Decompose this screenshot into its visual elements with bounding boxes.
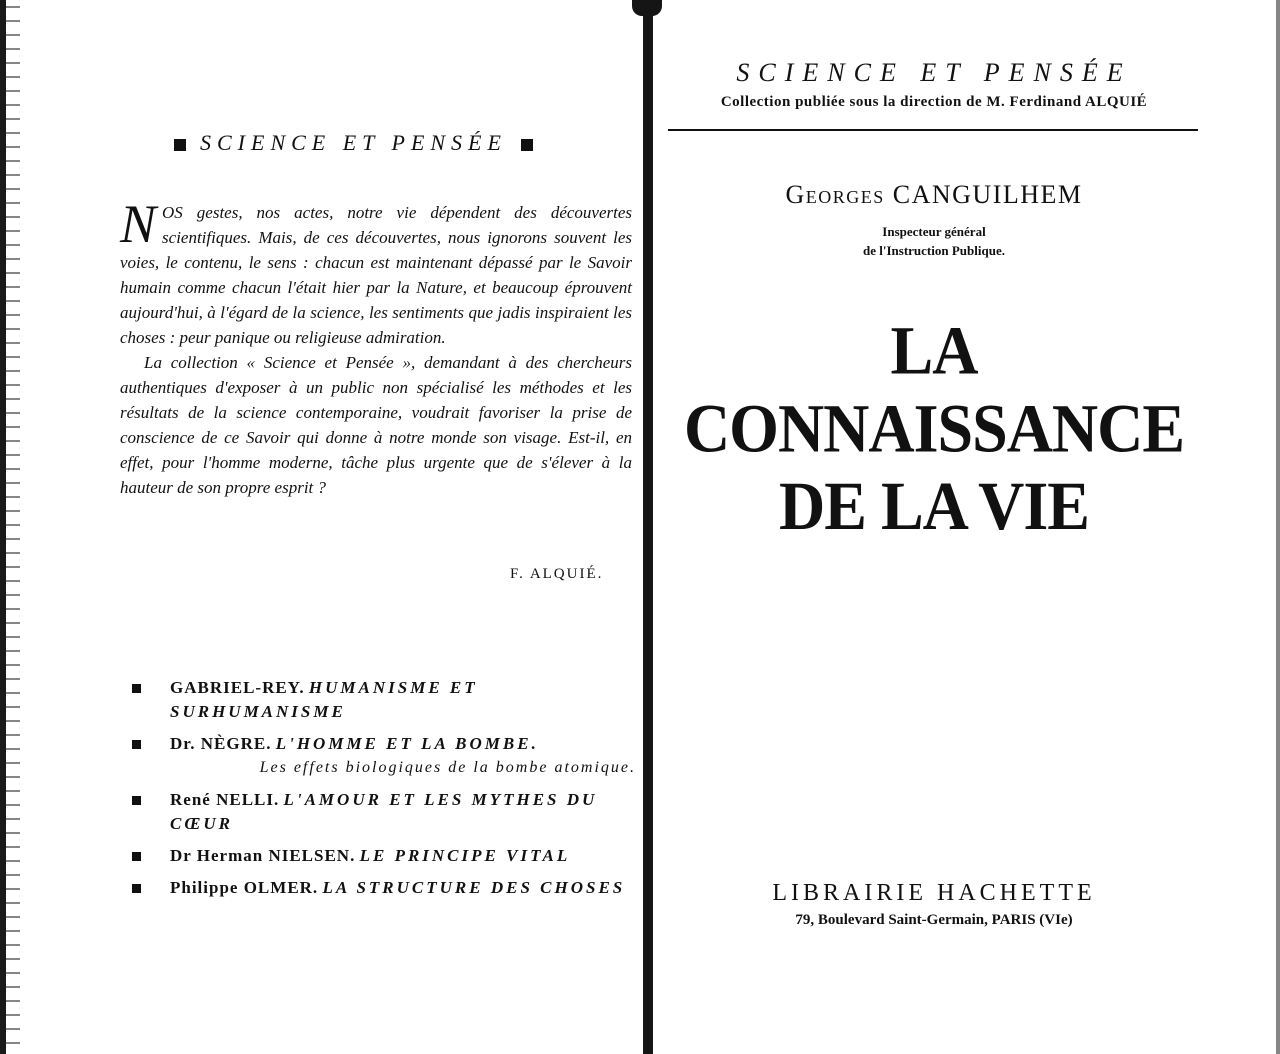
intro-paragraph-1-text: OS gestes, nos actes, notre vie dépendent des découvertes scientifiques. Mais, de ces découvertes, nous ignorons souvent les voies, le contenu, le sens : chacun est maintenant dépassé par le Savoir humain comme chacun l'était hier par la Nature, et beaucoup éprouvent aujourd'hui, à l'égard de la science, les sentiments que jadis inspiraient les choses : peur panique ou religieuse admiration.	[120, 203, 632, 347]
book-title	[668, 312, 1200, 545]
book-title-line-2: CONNAISSANCE	[683, 389, 1185, 467]
intro-paragraph-1	[120, 194, 632, 350]
catalog-author: Dr. NÈGRE.	[170, 734, 272, 753]
square-bullet-icon	[132, 884, 141, 893]
series-introduction	[120, 194, 632, 500]
catalog-subtitle: Les effets biologiques de la bombe atomique.	[259, 759, 636, 776]
publisher-address: 79, Boulevard Saint-Germain, PARIS (VIe)	[795, 912, 1073, 928]
catalog-title: HUMANISME ET SURHUMANISME	[170, 678, 478, 721]
list-item	[132, 676, 636, 724]
scan-left-border	[0, 0, 6, 1054]
square-bullet-icon	[132, 684, 141, 693]
series-title-right: SCIENCE ET PENSÉE	[736, 58, 1132, 87]
square-bullet-icon	[132, 852, 141, 861]
collection-line: Collection publiée sous la direction de M. Ferdinand ALQUIÉ	[720, 94, 1148, 110]
catalog-title: L'HOMME ET LA BOMBE.	[275, 734, 539, 753]
author-role-line-1: Inspecteur général	[882, 224, 986, 239]
list-item	[132, 732, 636, 780]
intro-paragraph-2: La collection « Science et Pensée », demandant à des chercheurs authentiques d'exposer à un public non spécialisé les méthodes et les résultats de la science contemporaine, voudrait favoriser la prise de conscience de ce Savoir qui donne à notre monde son visage. Est-il, en effet, pour l'homme moderne, tâche plus urgente que de s'élever à la hauteur de son propre esprit ?	[120, 353, 632, 497]
publisher-name: LIBRAIRIE HACHETTE	[772, 880, 1096, 906]
square-bullet-icon	[132, 740, 141, 749]
scan-right-edge	[1276, 0, 1280, 1054]
author-role	[668, 222, 1200, 260]
book-gutter	[643, 0, 653, 1054]
book-title-line-1: LA	[890, 312, 978, 389]
catalog-title: L'AMOUR ET LES MYTHES DU CŒUR	[170, 790, 598, 833]
catalog-author: René NELLI.	[170, 790, 280, 809]
catalog-title: LE PRINCIPE VITAL	[359, 846, 571, 865]
square-bullet-icon	[174, 139, 186, 151]
catalog-list	[132, 676, 636, 908]
catalog-title: LA STRUCTURE DES CHOSES	[322, 878, 626, 897]
list-item	[132, 788, 636, 836]
square-bullet-icon	[521, 139, 533, 151]
author-name: Georges CANGUILHEM	[785, 180, 1083, 209]
author-role-line-2: de l'Instruction Publique.	[863, 243, 1005, 258]
series-title-left: SCIENCE ET PENSÉE	[200, 130, 507, 155]
catalog-author: GABRIEL-REY.	[170, 678, 305, 697]
header-rule	[668, 129, 1198, 131]
catalog-author: Dr Herman NIELSEN.	[170, 846, 356, 865]
series-heading-left	[160, 130, 600, 156]
drop-cap: N	[120, 194, 157, 254]
signature: F. ALQUIÉ.	[510, 566, 604, 582]
catalog-author: Philippe OLMER.	[170, 878, 319, 897]
list-item	[132, 844, 636, 868]
square-bullet-icon	[132, 796, 141, 805]
right-page	[668, 0, 1200, 1054]
list-item	[132, 876, 636, 900]
left-page	[120, 0, 640, 1054]
book-title-line-3: DE LA VIE	[779, 467, 1089, 545]
